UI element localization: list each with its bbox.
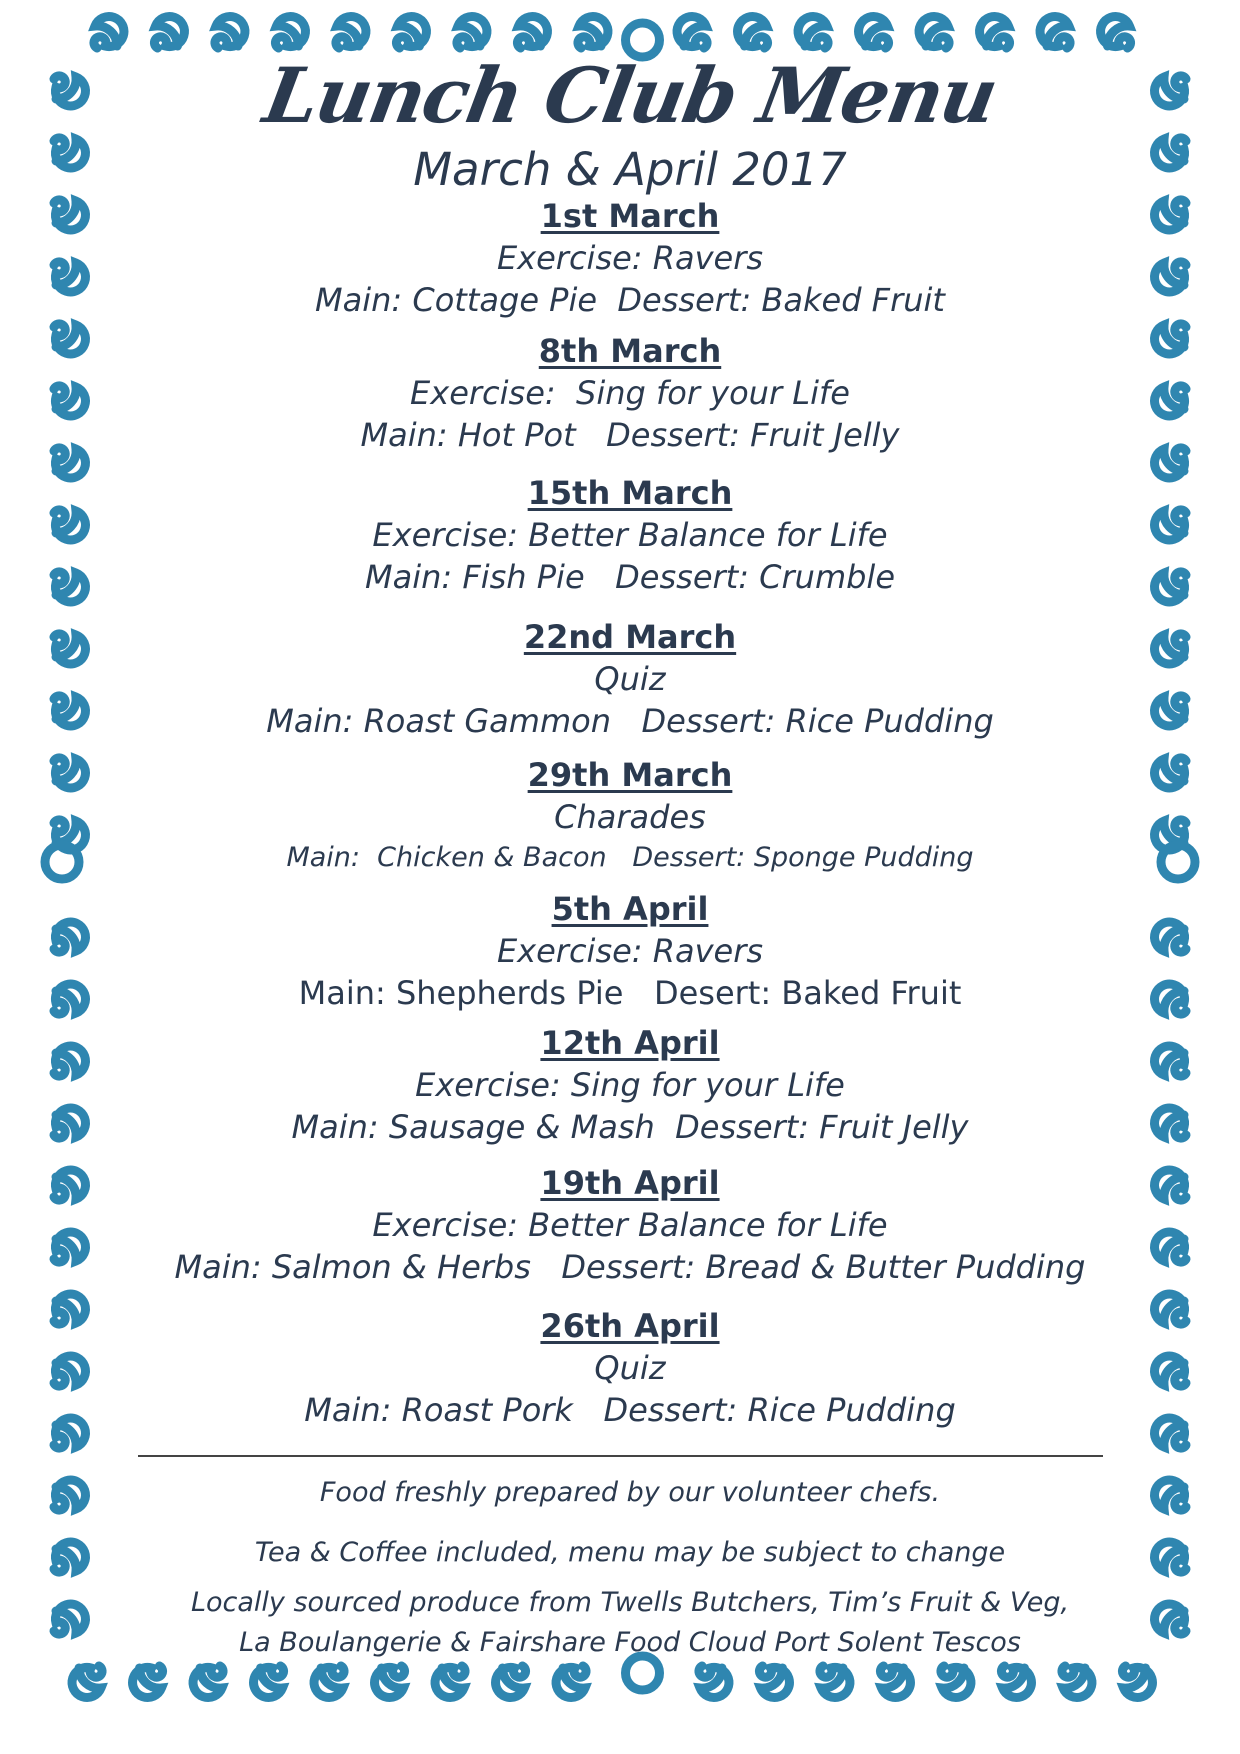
swirl-ornament xyxy=(54,634,85,664)
swirl-ornament xyxy=(54,1356,85,1386)
swirl-ornament xyxy=(193,1666,223,1697)
swirl-ornament xyxy=(254,1666,284,1697)
entry-meal: Main: Hot Pot Dessert: Fruit Jelly xyxy=(360,416,900,454)
swirl-ornament xyxy=(54,448,85,478)
entry-activity: Exercise: Sing for your Life xyxy=(410,374,850,412)
swirl-ornament xyxy=(1155,1232,1186,1262)
swirl-ornament xyxy=(1122,1666,1152,1697)
entry-date: 29th March xyxy=(527,756,733,794)
entry-meal: Main: Sausage & Mash Dessert: Fruit Jelly xyxy=(291,1108,969,1146)
swirl-ornament xyxy=(54,1480,85,1510)
menu-entry xyxy=(130,195,1130,321)
entry-meal: Main: Cottage Pie Dessert: Baked Fruit xyxy=(315,281,945,319)
swirl-ornament xyxy=(54,572,85,602)
entry-activity: Exercise: Better Balance for Life xyxy=(372,516,888,554)
swirl-ornament xyxy=(54,1108,85,1138)
swirl-ornament xyxy=(1155,324,1186,354)
swirl-ornament xyxy=(1155,984,1186,1014)
footer-divider xyxy=(138,1455,1103,1457)
entry-activity: Quiz xyxy=(594,660,666,698)
swirl-ornament xyxy=(1001,1666,1031,1697)
swirl-ornament xyxy=(1155,386,1186,416)
footer-note: La Boulangerie & Fairshare Food Cloud Port Solent Tescos xyxy=(239,1627,1021,1658)
swirl-ornament xyxy=(1155,1356,1186,1386)
menu-entry xyxy=(130,1022,1130,1148)
entry-meal: Main: Roast Gammon Dessert: Rice Pudding xyxy=(266,702,994,740)
swirl-ornament xyxy=(699,1666,729,1697)
menu-entry xyxy=(130,330,1130,456)
entry-activity: Exercise: Ravers xyxy=(496,932,764,970)
swirl-ornament xyxy=(1155,1542,1186,1572)
swirl-ornament xyxy=(1155,696,1186,726)
entry-date: 1st March xyxy=(540,197,720,235)
swirl-ornament xyxy=(1155,1604,1186,1634)
swirl-ornament xyxy=(54,138,85,168)
swirl-ornament xyxy=(54,984,85,1014)
swirl-ornament xyxy=(820,1666,850,1697)
entry-date: 19th April xyxy=(540,1164,720,1202)
swirl-ornament xyxy=(54,1542,85,1572)
swirl-ornament xyxy=(54,922,85,952)
entry-activity: Exercise: Sing for your Life xyxy=(415,1066,845,1104)
entry-date: 5th April xyxy=(551,890,709,928)
swirl-ornament xyxy=(54,262,85,292)
swirl-ornament xyxy=(54,324,85,354)
swirl-ornament xyxy=(1155,1418,1186,1448)
entry-activity: Exercise: Better Balance for Life xyxy=(372,1206,888,1244)
entry-date: 12th April xyxy=(540,1024,720,1062)
menu-entry xyxy=(130,1305,1130,1431)
swirl-ornament xyxy=(1155,1046,1186,1076)
swirl-ornament xyxy=(1155,510,1186,540)
swirl-ornament xyxy=(314,1666,344,1697)
swirl-ornament xyxy=(54,1046,85,1076)
swirl-ornament xyxy=(54,1418,85,1448)
swirl-ornament xyxy=(1155,922,1186,952)
swirl-ornament xyxy=(1155,1480,1186,1510)
swirl-ornament xyxy=(94,17,124,48)
swirl-ornament xyxy=(1155,138,1186,168)
swirl-ornament xyxy=(375,1666,405,1697)
entry-meal: Main: Shepherds Pie Desert: Baked Fruit xyxy=(298,974,962,1012)
swirl-ornament xyxy=(759,1666,789,1697)
swirl-ornament xyxy=(133,1666,163,1697)
swirl-ornament xyxy=(880,1666,910,1697)
swirl-ornament xyxy=(1155,634,1186,664)
entry-meal: Main: Fish Pie Dessert: Crumble xyxy=(364,558,895,596)
swirl-ornament xyxy=(54,510,85,540)
entry-activity: Quiz xyxy=(594,1349,666,1387)
swirl-ornament xyxy=(435,1666,465,1697)
entry-date: 22nd March xyxy=(523,618,737,656)
swirl-ornament xyxy=(54,200,85,230)
entry-activity: Exercise: Ravers xyxy=(496,239,764,277)
menu-entry xyxy=(130,888,1130,1014)
swirl-ornament xyxy=(1155,1170,1186,1200)
swirl-ornament xyxy=(496,1666,526,1697)
swirl-ornament xyxy=(54,758,85,788)
footer-note: Food freshly prepared by our volunteer chefs. xyxy=(319,1477,941,1508)
menu-title: Lunch Club Menu xyxy=(257,51,1003,140)
menu-entry xyxy=(130,472,1130,598)
footer-note: Locally sourced produce from Twells Butchers, Tim’s Fruit & Veg, xyxy=(190,1587,1070,1618)
menu-entry xyxy=(130,754,1130,878)
swirl-ornament xyxy=(1155,448,1186,478)
entry-meal: Main: Roast Pork Dessert: Rice Pudding xyxy=(304,1391,956,1429)
swirl-ornament xyxy=(72,1666,102,1697)
swirl-ornament xyxy=(941,1666,971,1697)
entry-date: 26th April xyxy=(540,1307,720,1345)
swirl-ornament xyxy=(54,696,85,726)
menu-content xyxy=(130,40,1130,1660)
footer-note: Tea & Coffee included, menu may be subject to change xyxy=(254,1537,1006,1568)
swirl-ornament xyxy=(54,1170,85,1200)
entry-date: 8th March xyxy=(538,332,722,370)
entry-meal: Main: Salmon & Herbs Dessert: Bread & Butter Pudding xyxy=(174,1248,1086,1286)
entry-date: 15th March xyxy=(527,474,733,512)
swirl-ornament xyxy=(1155,758,1186,788)
swirl-ornament xyxy=(1155,1108,1186,1138)
swirl-ornament xyxy=(1155,200,1186,230)
swirl-ornament xyxy=(1155,262,1186,292)
menu-entry xyxy=(130,1162,1130,1288)
menu-subtitle: March & April 2017 xyxy=(413,143,847,196)
swirl-ornament xyxy=(1155,1294,1186,1324)
swirl-ornament xyxy=(1062,1666,1092,1697)
swirl-ornament xyxy=(54,1294,85,1324)
swirl-ornament xyxy=(54,1604,85,1634)
menu-entry xyxy=(130,616,1130,742)
swirl-ornament xyxy=(556,1666,586,1697)
swirl-ornament xyxy=(1155,572,1186,602)
swirl-ornament xyxy=(1155,76,1186,106)
entry-meal: Main: Chicken & Bacon Dessert: Sponge Pudding xyxy=(286,842,974,873)
entry-activity: Charades xyxy=(554,798,706,836)
swirl-ornament xyxy=(54,76,85,106)
swirl-ornament xyxy=(54,1232,85,1262)
swirl-ornament xyxy=(54,386,85,416)
